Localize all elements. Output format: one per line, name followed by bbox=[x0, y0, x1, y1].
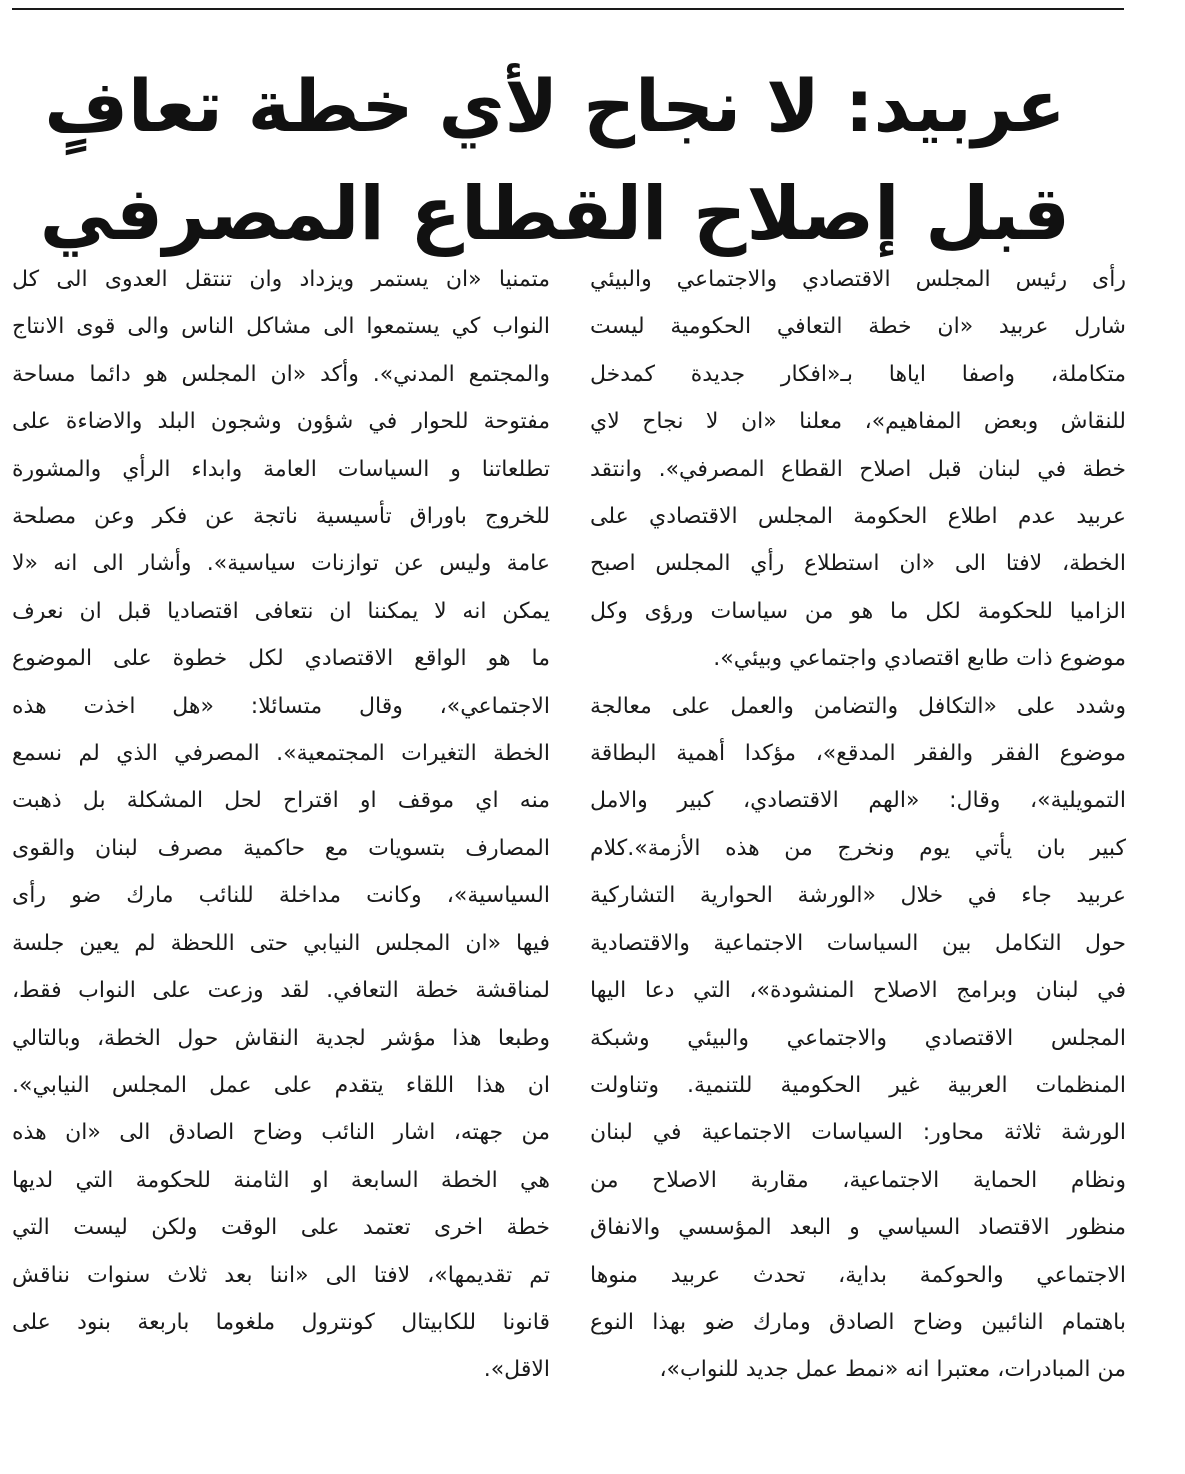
headline-line-1: عربيد: لا نجاح لأي خطة تعافٍ bbox=[44, 64, 1066, 148]
article-line: عربيد جاء في خلال «الورشة الحوارية التشاركية bbox=[590, 883, 1126, 909]
article-line: باهتمام النائبين وضاح الصادق ومارك ضو بهذا النوع bbox=[590, 1309, 1126, 1335]
article-line: من المبادرات، معتبرا انه «نمط عمل جديد للنواب»، bbox=[659, 1357, 1126, 1383]
article-line: رأى رئيس المجلس الاقتصادي والاجتماعي والبيئي bbox=[590, 267, 1126, 292]
article-line: والمجتمع المدني». وأكد «ان المجلس هو دائما مساحة bbox=[12, 361, 550, 387]
article-line: المجلس الاقتصادي والاجتماعي والبيئي وشبكة bbox=[590, 1025, 1126, 1051]
article-line: مفتوحة للحوار في شؤون وشجون البلد والاضاءة على bbox=[12, 409, 550, 435]
article-line: الزاميا للحكومة لكل ما هو من سياسات ورؤى وكل bbox=[590, 598, 1126, 624]
article-line: منظور الاقتصاد السياسي و البعد المؤسسي والانفاق bbox=[590, 1215, 1126, 1241]
article-line: الخطة التغيرات المجتمعية». المصرفي الذي لم نسمع bbox=[12, 741, 550, 767]
article-line: خطة اخرى تعتمد على الوقت ولكن ليست التي bbox=[12, 1215, 550, 1241]
article-column-right bbox=[590, 256, 1126, 1394]
article-column-left bbox=[12, 256, 550, 1394]
article-line: للنقاش وبعض المفاهيم»، معلنا «ان لا نجاح لاي bbox=[590, 409, 1126, 435]
article-line: موضوع الفقر والفقر المدقع»، مؤكدا أهمية البطاقة bbox=[590, 741, 1126, 767]
article-line: عربيد عدم اطلاع الحكومة المجلس الاقتصادي على bbox=[590, 504, 1126, 530]
article-line: وشدد على «التكافل والتضامن والعمل على معالجة bbox=[590, 693, 1126, 719]
article-line: الخطة، لافتا الى «ان استطلاع رأي المجلس اصبح bbox=[590, 551, 1126, 577]
article-line: متمنيا «ان يستمر ويزداد وان تنتقل العدوى الى كل bbox=[12, 267, 550, 292]
article-line: متكاملة، واصفا اياها بـ«افكار جديدة كمدخل bbox=[590, 361, 1126, 387]
article-line: وطبعا هذا مؤشر لجدية النقاش حول الخطة، وبالتالي bbox=[12, 1025, 550, 1051]
article-line: لمناقشة خطة التعافي. لقد وزعت على النواب فقط، bbox=[12, 978, 550, 1004]
article-line: الاجتماعي والحوكمة بداية، تحدث عربيد منوها bbox=[590, 1262, 1126, 1288]
article-line: تم تقديمها»، لافتا الى «اننا بعد ثلاث سنوات نناقش bbox=[12, 1262, 550, 1288]
article-line: التمويلية»، وقال: «الهم الاقتصادي، كبير والامل bbox=[590, 788, 1126, 814]
article-line: فيها «ان المجلس النيابي حتى اللحظة لم يعين جلسة bbox=[12, 930, 550, 956]
article-line: خطة في لبنان قبل اصلاح القطاع المصرفي». وانتقد bbox=[590, 456, 1126, 482]
article-line: النواب كي يستمعوا الى مشاكل الناس والى قوى الانتاج bbox=[12, 314, 550, 340]
article-line: موضوع ذات طابع اقتصادي واجتماعي وبيئي». bbox=[713, 646, 1126, 672]
article-line: شارل عربيد «ان خطة التعافي الحكومية ليست bbox=[590, 314, 1126, 340]
article-line: الاقل». bbox=[483, 1357, 550, 1383]
top-rule bbox=[12, 8, 1124, 10]
article-line: الاجتماعي»، وقال متسائلا: «هل اخذت هذه bbox=[12, 693, 550, 719]
article-line: قانونا للكابيتال كونترول ملغوما باربعة بنود على bbox=[12, 1309, 550, 1335]
article-line: ونظام الحماية الاجتماعية، مقاربة الاصلاح من bbox=[590, 1167, 1126, 1193]
article-line: كبير بان يأتي يوم ونخرج من هذه الأزمة».كلام bbox=[590, 835, 1126, 861]
article-line: للخروج باوراق تأسيسية ناتجة عن فكر وعن مصلحة bbox=[12, 504, 550, 530]
article-line: الورشة ثلاثة محاور: السياسات الاجتماعية في لبنان bbox=[590, 1120, 1126, 1146]
article-line: المنظمات العربية غير الحكومية للتنمية. وتناولت bbox=[590, 1072, 1126, 1098]
article-line: ما هو الواقع الاقتصادي لكل خطوة على الموضوع bbox=[12, 646, 550, 672]
article-line: حول التكامل بين السياسات الاجتماعية والاقتصادية bbox=[590, 930, 1126, 956]
article-line: منه اي موقف او اقتراح لحل المشكلة بل ذهبت bbox=[12, 788, 550, 814]
article-line: ان هذا اللقاء يتقدم على عمل المجلس النيابي». bbox=[12, 1072, 550, 1098]
article-line: عامة وليس عن توازنات سياسية». وأشار الى انه «لا bbox=[12, 551, 550, 577]
article-line: السياسية»، وكانت مداخلة للنائب مارك ضو رأى bbox=[12, 883, 550, 909]
article-line: تطلعاتنا و السياسات العامة وابداء الرأي والمشورة bbox=[12, 456, 550, 482]
article-line: يمكن انه لا يمكننا ان نتعافى اقتصاديا قبل ان نعرف bbox=[12, 598, 550, 624]
headline-line-2: قبل إصلاح القطاع المصرفي bbox=[39, 171, 1070, 257]
headline bbox=[40, 52, 1070, 268]
article-line: المصارف بتسويات مع حاكمية مصرف لبنان والقوى bbox=[12, 835, 550, 861]
article-line: هي الخطة السابعة او الثامنة للحكومة التي لديها bbox=[12, 1167, 550, 1193]
article-line: في لبنان وبرامج الاصلاح المنشودة»، التي دعا اليها bbox=[590, 978, 1126, 1004]
article-line: من جهته، اشار النائب وضاح الصادق الى «ان هذه bbox=[12, 1120, 550, 1146]
